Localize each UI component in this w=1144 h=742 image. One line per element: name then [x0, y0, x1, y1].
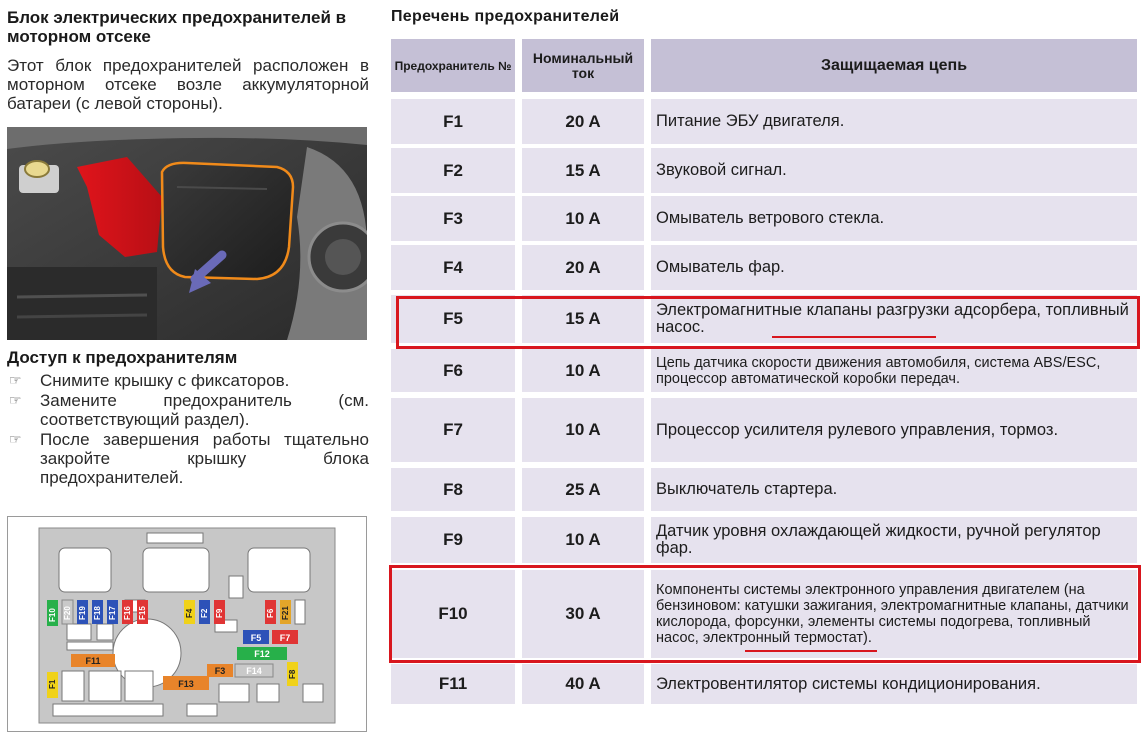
pointing-hand-icon: ☞ [9, 431, 22, 447]
fuse-current: 20 A [522, 245, 644, 290]
fuse-current: 30 A [522, 570, 644, 658]
svg-text:F10: F10 [48, 608, 57, 622]
svg-text:F21: F21 [281, 606, 290, 620]
fuse-circuit: Компоненты системы электронного управления двигателем (на бензиновом: катушки зажигания, электромагнитные клапаны, датчики кислорода, форсунки, элементы системы подогрева, топливный насос, электронный термостат). [651, 570, 1137, 658]
header-circuit: Защищаемая цепь [651, 39, 1137, 92]
header-current: Номинальный ток [522, 39, 644, 92]
list-item: ☞ После завершения работы тщательно закройте крышку блока предохранителей. [9, 430, 369, 487]
fuse-circuit: Выключатель стартера. [651, 468, 1137, 511]
underline-fuel-pump-f5 [772, 336, 936, 338]
table-row [391, 349, 1137, 392]
table-row [391, 398, 1137, 462]
engine-bay-photo [7, 127, 367, 340]
fuse-list-title: Перечень предохранителей [391, 8, 620, 25]
svg-text:F20: F20 [63, 606, 72, 620]
table-row [391, 99, 1137, 144]
fuse-current: 15 A [522, 148, 644, 193]
table-row [391, 196, 1137, 241]
svg-text:F19: F19 [78, 606, 87, 620]
fuse-number: F3 [391, 196, 515, 241]
fuse-current: 25 A [522, 468, 644, 511]
svg-text:F4: F4 [185, 608, 194, 618]
pointing-hand-icon: ☞ [9, 372, 22, 388]
table-row [391, 245, 1137, 290]
table-row [391, 664, 1137, 704]
fuse-number: F1 [391, 99, 515, 144]
fuse-current: 10 A [522, 349, 644, 392]
fuse-number: F6 [391, 349, 515, 392]
fuse-circuit: Звуковой сигнал. [651, 148, 1137, 193]
fuse-number: F9 [391, 517, 515, 563]
svg-text:F1: F1 [48, 679, 57, 689]
intro-text: Этот блок предохранителей расположен в моторном отсеке возле аккумуляторной батареи (с левой стороны). [7, 56, 369, 113]
section-title: Блок электрических предохранителей в моторном отсеке [7, 8, 347, 46]
access-title: Доступ к предохранителям [7, 348, 238, 367]
left-column [7, 8, 369, 113]
header-fuse: Предохранитель № [391, 39, 515, 92]
list-item: ☞ Снимите крышку с фиксаторов. [9, 371, 290, 390]
svg-text:F6: F6 [266, 608, 275, 618]
table-row [391, 148, 1137, 193]
svg-text:F8: F8 [288, 669, 297, 679]
svg-text:F17: F17 [108, 606, 117, 620]
svg-text:F12: F12 [254, 649, 270, 659]
table-header [391, 39, 1137, 92]
fuse-circuit: Процессор усилителя рулевого управления, тормоз. [651, 398, 1137, 462]
fuse-current: 10 A [522, 398, 644, 462]
fuse-circuit: Омыватель ветрового стекла. [651, 196, 1137, 241]
pointing-hand-icon: ☞ [9, 392, 22, 408]
svg-text:F18: F18 [93, 606, 102, 620]
svg-text:F11: F11 [85, 656, 101, 666]
svg-text:F5: F5 [250, 633, 262, 643]
fuse-box-diagram [7, 516, 367, 732]
fuse-circuit: Омыватель фар. [651, 245, 1137, 290]
fuse-number: F8 [391, 468, 515, 511]
fuse-current: 20 A [522, 99, 644, 144]
svg-text:F9: F9 [215, 608, 224, 618]
list-item: ☞ Замените предохранитель (см. соответствующий раздел). [9, 391, 369, 429]
access-steps [7, 371, 369, 488]
fuse-current: 10 A [522, 517, 644, 563]
table-row [391, 570, 1137, 658]
fuse-number: F7 [391, 398, 515, 462]
svg-text:F14: F14 [246, 666, 262, 676]
fuse-circuit: Цепь датчика скорости движения автомобиля, система ABS/ESC, процессор автоматической коробки передач. [651, 349, 1137, 392]
fuse-number: F5 [391, 295, 515, 343]
fuse-circuit: Электромагнитные клапаны разгрузки адсорбера, топливный насос. [651, 295, 1137, 343]
fuse-number: F10 [391, 570, 515, 658]
fuse-current: 40 A [522, 664, 644, 704]
svg-text:F15: F15 [138, 606, 147, 620]
fuse-number: F11 [391, 664, 515, 704]
fuse-circuit: Электровентилятор системы кондиционирования. [651, 664, 1137, 704]
svg-text:F3: F3 [214, 666, 226, 676]
underline-fuel-pump-f10 [745, 650, 877, 652]
svg-text:F13: F13 [178, 679, 194, 689]
svg-text:F16: F16 [123, 606, 132, 620]
fuse-number: F4 [391, 245, 515, 290]
table-row [391, 517, 1137, 563]
table-row [391, 295, 1137, 343]
fuse-circuit: Питание ЭБУ двигателя. [651, 99, 1137, 144]
fuse-circuit: Датчик уровня охлаждающей жидкости, ручной регулятор фар. [651, 517, 1137, 563]
fuse-current: 15 A [522, 295, 644, 343]
svg-text:F7: F7 [279, 633, 291, 643]
table-row [391, 468, 1137, 511]
fuse-current: 10 A [522, 196, 644, 241]
svg-text:F2: F2 [200, 608, 209, 618]
fuse-number: F2 [391, 148, 515, 193]
